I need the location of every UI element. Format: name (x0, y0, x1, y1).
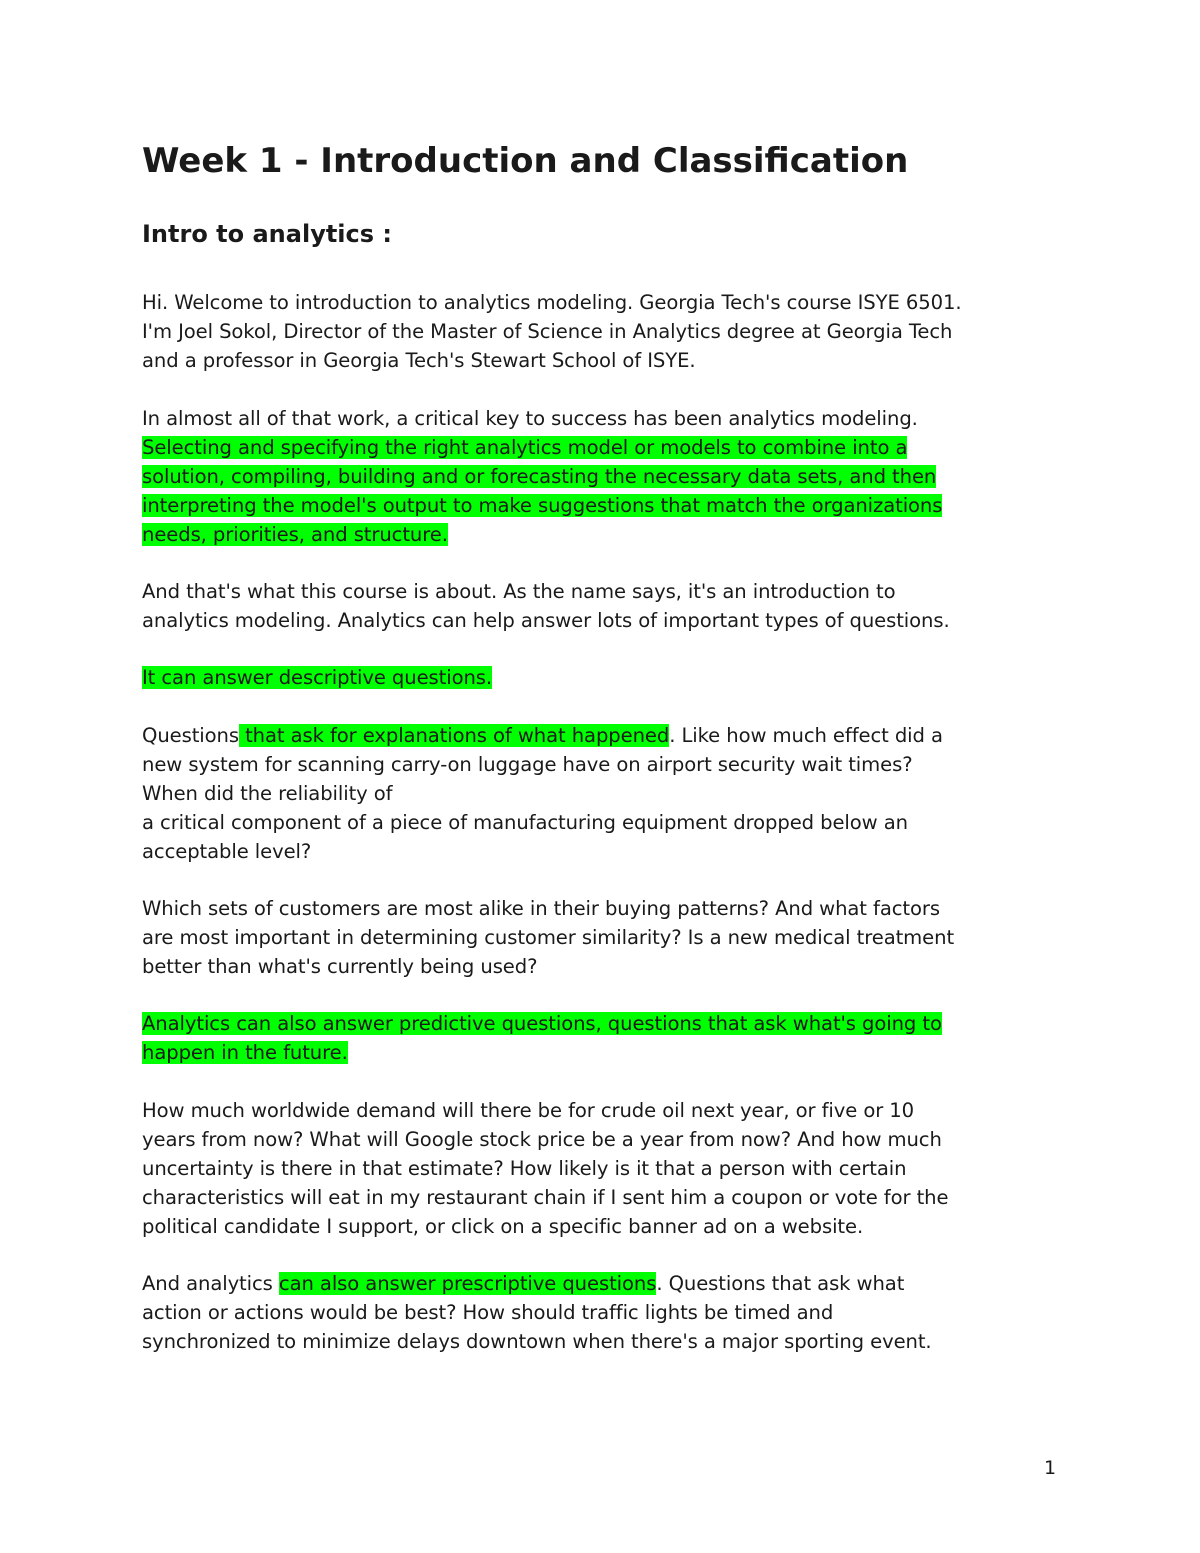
text-line: new system for scanning carry-on luggage have on airport security wait times? (142, 753, 913, 776)
text-line: are most important in determining customer similarity? Is a new medical treatment (142, 926, 955, 949)
paragraph-course-about (142, 577, 1062, 635)
text-segment: . Questions that ask what (656, 1272, 905, 1295)
text-line: better than what's currently being used? (142, 955, 538, 978)
text-segment: . Like how much effect did a (669, 724, 943, 747)
text-line: I'm Joel Sokol, Director of the Master of Science in Analytics degree at Georgia Tech (142, 320, 953, 343)
text-segment: And analytics (142, 1272, 279, 1295)
highlighted-text: It can answer descriptive questions. (142, 666, 493, 689)
paragraph-prescriptive (142, 1269, 1062, 1356)
text-line: Hi. Welcome to introduction to analytics modeling. Georgia Tech's course ISYE 6501. (142, 291, 962, 314)
text-line: and a professor in Georgia Tech's Stewart School of ISYE. (142, 349, 696, 372)
text-line: years from now? What will Google stock price be a year from now? And how much (142, 1128, 942, 1151)
paragraph-welcome (142, 288, 1062, 375)
paragraph-key-to-success (142, 404, 1062, 549)
highlighted-text: can also answer prescriptive questions (278, 1272, 657, 1295)
text-line: acceptable level? (142, 840, 312, 863)
highlighted-text: Selecting and specifying the right analytics model or models to combine into a (142, 436, 908, 459)
text-line: When did the reliability of (142, 782, 393, 805)
highlighted-text: needs, priorities, and structure. (142, 523, 448, 546)
text-line: How much worldwide demand will there be for crude oil next year, or five or 10 (142, 1099, 915, 1122)
text-line: a critical component of a piece of manufacturing equipment dropped below an (142, 811, 908, 834)
paragraph-predictive (142, 1009, 1062, 1067)
text-line: characteristics will eat in my restaurant chain if I sent him a coupon or vote for the (142, 1186, 949, 1209)
text-line: Which sets of customers are most alike in their buying patterns? And what factors (142, 897, 940, 920)
text-line: synchronized to minimize delays downtown when there's a major sporting event. (142, 1330, 932, 1353)
highlighted-text: that ask for explanations of what happened (238, 724, 670, 747)
paragraph-descriptive-examples (142, 721, 1062, 866)
highlighted-text: happen in the future. (142, 1041, 348, 1064)
document-title: Week 1 - Introduction and Classification (142, 141, 909, 181)
text-line: uncertainty is there in that estimate? How likely is it that a person with certain (142, 1157, 907, 1180)
text-line: In almost all of that work, a critical key to success has been analytics modeling. (142, 407, 918, 430)
section-heading: Intro to analytics : (142, 220, 392, 248)
highlighted-text: solution, compiling, building and or forecasting the necessary data sets, and then (142, 465, 937, 488)
paragraph-customers (142, 894, 1062, 981)
highlighted-text: interpreting the model's output to make suggestions that match the organizations (142, 494, 943, 517)
text-line: And that's what this course is about. As the name says, it's an introduction to (142, 580, 896, 603)
paragraph-predictive-examples (142, 1096, 1062, 1241)
paragraph-descriptive (142, 663, 1062, 692)
text-line: action or actions would be best? How should traffic lights be timed and (142, 1301, 834, 1324)
text-segment: Questions (142, 724, 239, 747)
text-line: political candidate I support, or click on a specific banner ad on a website. (142, 1215, 864, 1238)
page-number: 1 (1044, 1457, 1057, 1479)
highlighted-text: Analytics can also answer predictive questions, questions that ask what's going to (142, 1012, 942, 1035)
text-line: analytics modeling. Analytics can help answer lots of important types of questions. (142, 609, 950, 632)
